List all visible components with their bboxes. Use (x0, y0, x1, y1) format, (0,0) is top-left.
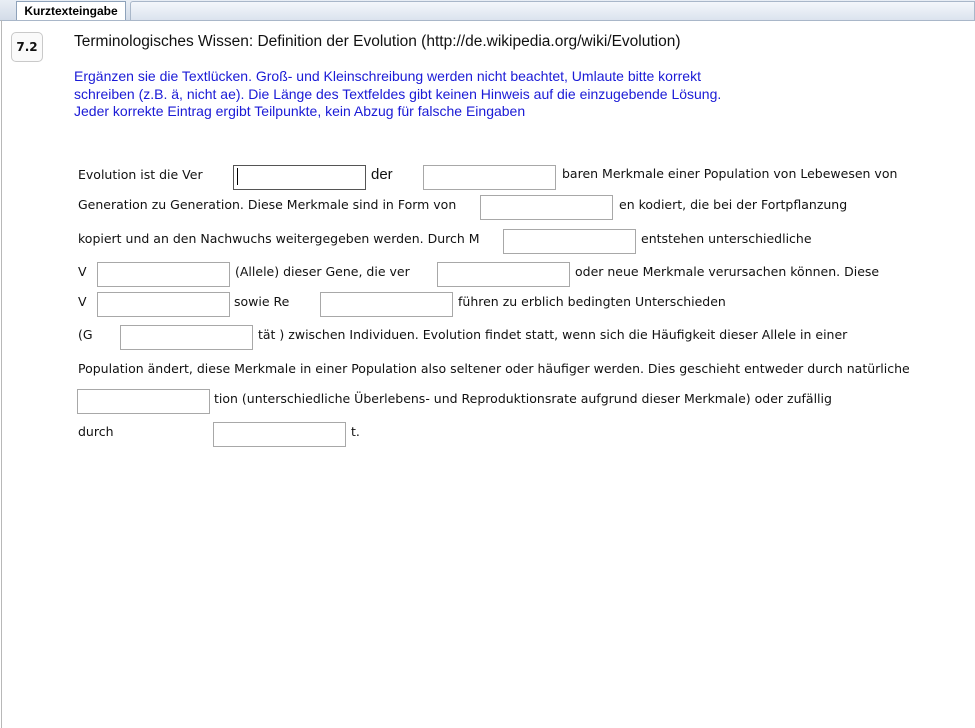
tab-kurztexteingabe[interactable]: Kurztexteingabe (16, 1, 126, 20)
cloze-blank-6[interactable] (437, 262, 570, 287)
cloze-text: durch (78, 424, 114, 439)
cloze-text: V (78, 264, 87, 279)
cloze-text: baren Merkmale einer Population von Lebewesen von (562, 166, 898, 181)
instruction-line: schreiben (z.B. ä, nicht ae). Die Länge des Textfeldes gibt keinen Hinweis auf die einzugebende Lösung. (74, 86, 722, 102)
cloze-blank-5[interactable] (97, 262, 230, 287)
task-number-badge: 7.2 (11, 32, 43, 62)
cloze-text: Generation zu Generation. Diese Merkmale sind in Form von (78, 197, 457, 212)
cloze-text: der (371, 166, 393, 183)
cloze-blank-10[interactable] (77, 389, 210, 414)
cloze-blank-3[interactable] (480, 195, 613, 220)
text-cursor (237, 168, 238, 185)
cloze-text: (Allele) dieser Gene, die ver (235, 264, 410, 279)
cloze-text: kopiert und an den Nachwuchs weitergegeben werden. Durch M (78, 231, 480, 246)
cloze-blank-4[interactable] (503, 229, 636, 254)
instruction-line: Jeder korrekte Eintrag ergibt Teilpunkte, kein Abzug für falsche Eingaben (74, 103, 526, 119)
tab-bar (0, 0, 975, 21)
cloze-blank-1[interactable] (233, 165, 366, 190)
tab-bar-filler (130, 1, 975, 20)
cloze-text: Evolution ist die Ver (78, 167, 203, 182)
cloze-blank-9[interactable] (120, 325, 253, 350)
cloze-text: entstehen unterschiedliche (641, 231, 812, 246)
cloze-text: Population ändert, diese Merkmale in einer Population also seltener oder häufiger werden. Dies geschieht entweder durch natürliche (78, 361, 910, 376)
cloze-blank-8[interactable] (320, 292, 453, 317)
task-title: Terminologisches Wissen: Definition der Evolution (http://de.wikipedia.org/wiki/Evolution) (74, 33, 681, 50)
cloze-text: führen zu erblich bedingten Unterschieden (458, 294, 726, 309)
cloze-text: V (78, 294, 87, 309)
cloze-text: oder neue Merkmale verursachen können. Diese (575, 264, 880, 279)
cloze-text: tät ) zwischen Individuen. Evolution findet statt, wenn sich die Häufigkeit dieser Allele in einer (258, 327, 848, 342)
instruction-line: Ergänzen sie die Textlücken. Groß- und Kleinschreibung werden nicht beachtet, Umlaute bitte korrekt (74, 68, 701, 84)
cloze-blank-7[interactable] (97, 292, 230, 317)
cloze-text: en kodiert, die bei der Fortpflanzung (619, 197, 848, 212)
cloze-text: tion (unterschiedliche Überlebens- und Reproduktionsrate aufgrund dieser Merkmale) oder zufällig (214, 391, 832, 406)
left-border (1, 20, 2, 728)
cloze-text: (G (78, 327, 93, 342)
cloze-blank-11[interactable] (213, 422, 346, 447)
cloze-text: sowie Re (234, 294, 290, 309)
cloze-text: t. (351, 424, 360, 439)
cloze-blank-2[interactable] (423, 165, 556, 190)
